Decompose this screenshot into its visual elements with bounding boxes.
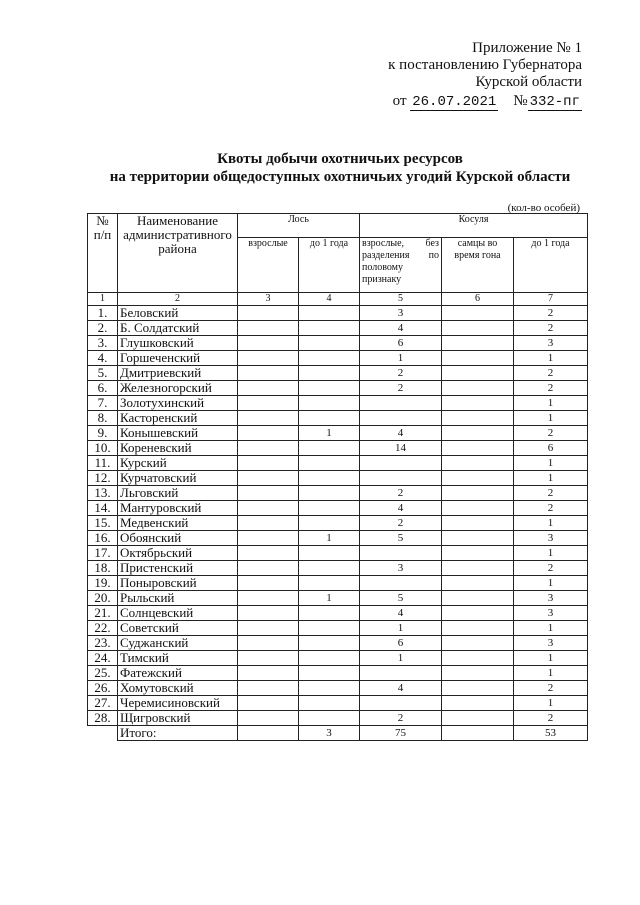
row-number: 5. <box>88 366 118 381</box>
district-name: Солнцевский <box>118 606 238 621</box>
elk-adult <box>238 426 299 441</box>
district-name: Б. Солдатский <box>118 321 238 336</box>
roe-males <box>442 546 514 561</box>
roe-adult: 5 <box>360 531 442 546</box>
roe-adult: 1 <box>360 621 442 636</box>
resolution-date: 26.07.2021 <box>412 94 497 110</box>
header-roe: Косуля <box>360 214 588 238</box>
table-row <box>88 636 588 651</box>
roe-adult <box>360 471 442 486</box>
roe-adult: 2 <box>360 711 442 726</box>
district-name: Конышевский <box>118 426 238 441</box>
total-label: Итого: <box>118 726 238 741</box>
roe-adult <box>360 696 442 711</box>
elk-young <box>299 636 360 651</box>
district-name: Дмитриевский <box>118 366 238 381</box>
roe-males <box>442 501 514 516</box>
roe-young: 2 <box>514 486 588 501</box>
row-number: 24. <box>88 651 118 666</box>
elk-adult <box>238 471 299 486</box>
table-row <box>88 696 588 711</box>
elk-young <box>299 366 360 381</box>
table-row <box>88 561 588 576</box>
roe-males <box>442 561 514 576</box>
district-name: Щигровский <box>118 711 238 726</box>
roe-young: 1 <box>514 621 588 636</box>
district-name: Пристенский <box>118 561 238 576</box>
table-row <box>88 621 588 636</box>
elk-adult <box>238 711 299 726</box>
roe-young: 1 <box>514 351 588 366</box>
roe-young: 1 <box>514 456 588 471</box>
elk-young <box>299 501 360 516</box>
elk-young <box>299 666 360 681</box>
elk-adult <box>238 651 299 666</box>
header-num: № п/п <box>88 214 118 293</box>
district-name: Октябрьский <box>118 546 238 561</box>
row-number: 7. <box>88 396 118 411</box>
table-row <box>88 411 588 426</box>
roe-adult: 14 <box>360 441 442 456</box>
district-name: Мантуровский <box>118 501 238 516</box>
total-roe-adult: 75 <box>360 726 442 741</box>
district-name: Фатежский <box>118 666 238 681</box>
district-name: Горшеченский <box>118 351 238 366</box>
roe-males <box>442 696 514 711</box>
roe-males <box>442 471 514 486</box>
elk-young <box>299 306 360 321</box>
elk-adult <box>238 681 299 696</box>
elk-adult <box>238 531 299 546</box>
elk-adult <box>238 576 299 591</box>
elk-adult <box>238 486 299 501</box>
row-number: 21. <box>88 606 118 621</box>
roe-young: 2 <box>514 501 588 516</box>
district-name: Советский <box>118 621 238 636</box>
table-row <box>88 306 588 321</box>
roe-adult: 1 <box>360 651 442 666</box>
table-row <box>88 441 588 456</box>
roe-adult: 3 <box>360 306 442 321</box>
column-number: 5 <box>360 293 442 306</box>
row-number: 25. <box>88 666 118 681</box>
header-elk-adult: взрослые <box>238 238 299 293</box>
roe-young: 3 <box>514 531 588 546</box>
appendix-region: Курской области <box>475 74 582 90</box>
roe-males <box>442 426 514 441</box>
table-row <box>88 351 588 366</box>
table-row <box>88 516 588 531</box>
roe-adult <box>360 666 442 681</box>
roe-males <box>442 531 514 546</box>
district-name: Тимский <box>118 651 238 666</box>
elk-adult <box>238 396 299 411</box>
row-number: 8. <box>88 411 118 426</box>
table-row <box>88 321 588 336</box>
total-empty-cell <box>88 726 118 741</box>
elk-young <box>299 621 360 636</box>
table-row <box>88 576 588 591</box>
roe-adult: 2 <box>360 516 442 531</box>
roe-males <box>442 351 514 366</box>
elk-adult <box>238 456 299 471</box>
elk-young <box>299 396 360 411</box>
roe-males <box>442 516 514 531</box>
row-number: 27. <box>88 696 118 711</box>
table-row <box>88 531 588 546</box>
district-name: Курчатовский <box>118 471 238 486</box>
table-row <box>88 396 588 411</box>
elk-young: 1 <box>299 591 360 606</box>
document-title <box>40 150 640 186</box>
table-row <box>88 591 588 606</box>
roe-males <box>442 366 514 381</box>
table-row <box>88 336 588 351</box>
table-row <box>88 366 588 381</box>
roe-young: 3 <box>514 636 588 651</box>
header-elk: Лось <box>238 214 360 238</box>
header-elk-young: до 1 года <box>299 238 360 293</box>
header-roe-males: самцы во время гона <box>442 238 514 293</box>
roe-males <box>442 576 514 591</box>
total-roe-young: 53 <box>514 726 588 741</box>
roe-young: 2 <box>514 366 588 381</box>
column-number: 6 <box>442 293 514 306</box>
column-number: 1 <box>88 293 118 306</box>
elk-young <box>299 696 360 711</box>
roe-adult <box>360 396 442 411</box>
table-row <box>88 666 588 681</box>
row-number: 1. <box>88 306 118 321</box>
roe-males <box>442 636 514 651</box>
appendix-signature-line <box>340 93 582 111</box>
row-number: 23. <box>88 636 118 651</box>
elk-adult <box>238 606 299 621</box>
elk-adult <box>238 621 299 636</box>
row-number: 9. <box>88 426 118 441</box>
row-number: 14. <box>88 501 118 516</box>
header-name: Наименование административного района <box>118 214 238 293</box>
roe-young: 2 <box>514 711 588 726</box>
unit-note: (кол-во особей) <box>507 202 580 214</box>
roe-young: 2 <box>514 381 588 396</box>
roe-young: 1 <box>514 696 588 711</box>
resolution-number: 332-пг <box>529 94 580 110</box>
column-number: 4 <box>299 293 360 306</box>
roe-young: 3 <box>514 336 588 351</box>
appendix-resolution: к постановлению Губернатора <box>388 57 582 73</box>
district-name: Поныровский <box>118 576 238 591</box>
roe-males <box>442 666 514 681</box>
roe-adult: 2 <box>360 366 442 381</box>
table-row <box>88 501 588 516</box>
roe-adult: 4 <box>360 321 442 336</box>
elk-young <box>299 441 360 456</box>
district-name: Курский <box>118 456 238 471</box>
row-number: 13. <box>88 486 118 501</box>
elk-adult <box>238 321 299 336</box>
elk-adult <box>238 591 299 606</box>
elk-young <box>299 516 360 531</box>
roe-males <box>442 711 514 726</box>
roe-males <box>442 306 514 321</box>
elk-young <box>299 546 360 561</box>
row-number: 10. <box>88 441 118 456</box>
roe-adult <box>360 456 442 471</box>
elk-adult <box>238 666 299 681</box>
row-number: 17. <box>88 546 118 561</box>
district-name: Касторенский <box>118 411 238 426</box>
roe-adult <box>360 546 442 561</box>
elk-adult <box>238 561 299 576</box>
header-roe-young: до 1 года <box>514 238 588 293</box>
elk-young <box>299 336 360 351</box>
roe-adult <box>360 576 442 591</box>
roe-young: 1 <box>514 651 588 666</box>
roe-young: 6 <box>514 441 588 456</box>
roe-young: 1 <box>514 516 588 531</box>
district-name: Черемисиновский <box>118 696 238 711</box>
roe-males <box>442 681 514 696</box>
header-roe-adult: взрослые, без разделения по половому признаку <box>360 238 442 293</box>
elk-young <box>299 576 360 591</box>
total-elk-adult <box>238 726 299 741</box>
elk-adult <box>238 441 299 456</box>
elk-adult <box>238 366 299 381</box>
roe-adult: 6 <box>360 336 442 351</box>
total-elk-young: 3 <box>299 726 360 741</box>
elk-young <box>299 411 360 426</box>
row-number: 4. <box>88 351 118 366</box>
row-number: 26. <box>88 681 118 696</box>
roe-young: 2 <box>514 681 588 696</box>
table-row <box>88 471 588 486</box>
date-prefix: от <box>392 93 407 109</box>
elk-adult <box>238 306 299 321</box>
district-name: Обоянский <box>118 531 238 546</box>
roe-adult <box>360 411 442 426</box>
elk-young <box>299 351 360 366</box>
roe-young: 2 <box>514 306 588 321</box>
district-name: Золотухинский <box>118 396 238 411</box>
number-prefix: № <box>513 93 528 109</box>
district-name: Медвенский <box>118 516 238 531</box>
row-number: 22. <box>88 621 118 636</box>
elk-young <box>299 381 360 396</box>
table-row <box>88 381 588 396</box>
roe-adult: 1 <box>360 351 442 366</box>
elk-young: 1 <box>299 531 360 546</box>
roe-adult: 3 <box>360 561 442 576</box>
quota-table <box>87 213 588 741</box>
elk-adult <box>238 381 299 396</box>
appendix-block <box>340 40 582 111</box>
district-name: Суджанский <box>118 636 238 651</box>
roe-young: 2 <box>514 561 588 576</box>
district-name: Хомутовский <box>118 681 238 696</box>
column-number-row <box>88 293 588 306</box>
roe-adult: 4 <box>360 501 442 516</box>
elk-adult <box>238 411 299 426</box>
column-number: 7 <box>514 293 588 306</box>
row-number: 15. <box>88 516 118 531</box>
elk-young <box>299 651 360 666</box>
elk-young <box>299 561 360 576</box>
district-name: Льговский <box>118 486 238 501</box>
roe-young: 1 <box>514 666 588 681</box>
roe-males <box>442 381 514 396</box>
elk-adult <box>238 636 299 651</box>
roe-males <box>442 411 514 426</box>
district-name: Кореневский <box>118 441 238 456</box>
roe-adult: 2 <box>360 486 442 501</box>
elk-young <box>299 456 360 471</box>
appendix-title: Приложение № 1 <box>472 40 582 56</box>
table-row <box>88 651 588 666</box>
roe-young: 1 <box>514 471 588 486</box>
elk-adult <box>238 336 299 351</box>
elk-young <box>299 606 360 621</box>
district-name: Беловский <box>118 306 238 321</box>
table-row <box>88 681 588 696</box>
row-number: 19. <box>88 576 118 591</box>
roe-young: 1 <box>514 546 588 561</box>
title-line-2: на территории общедоступных охотничьих угодий Курской области <box>109 169 571 185</box>
elk-young <box>299 471 360 486</box>
row-number: 2. <box>88 321 118 336</box>
roe-males <box>442 441 514 456</box>
row-number: 6. <box>88 381 118 396</box>
total-row <box>88 726 588 741</box>
roe-adult: 5 <box>360 591 442 606</box>
elk-young <box>299 486 360 501</box>
total-roe-males <box>442 726 514 741</box>
roe-males <box>442 321 514 336</box>
roe-young: 3 <box>514 591 588 606</box>
roe-young: 1 <box>514 576 588 591</box>
elk-young: 1 <box>299 426 360 441</box>
roe-young: 1 <box>514 396 588 411</box>
title-line-1: Квоты добычи охотничьих ресурсов <box>217 151 463 167</box>
roe-males <box>442 456 514 471</box>
table-row <box>88 486 588 501</box>
row-number: 16. <box>88 531 118 546</box>
row-number: 18. <box>88 561 118 576</box>
roe-males <box>442 486 514 501</box>
roe-males <box>442 396 514 411</box>
roe-adult: 4 <box>360 426 442 441</box>
roe-males <box>442 336 514 351</box>
row-number: 12. <box>88 471 118 486</box>
table-row <box>88 711 588 726</box>
district-name: Рыльский <box>118 591 238 606</box>
elk-adult <box>238 351 299 366</box>
roe-adult: 4 <box>360 606 442 621</box>
table-row <box>88 426 588 441</box>
roe-males <box>442 591 514 606</box>
roe-young: 3 <box>514 606 588 621</box>
roe-males <box>442 621 514 636</box>
elk-adult <box>238 501 299 516</box>
column-number: 3 <box>238 293 299 306</box>
roe-adult: 6 <box>360 636 442 651</box>
elk-young <box>299 321 360 336</box>
roe-males <box>442 651 514 666</box>
roe-adult: 4 <box>360 681 442 696</box>
elk-adult <box>238 546 299 561</box>
row-number: 20. <box>88 591 118 606</box>
roe-young: 2 <box>514 426 588 441</box>
district-name: Железногорский <box>118 381 238 396</box>
table-row <box>88 606 588 621</box>
column-number: 2 <box>118 293 238 306</box>
table-row <box>88 456 588 471</box>
table-row <box>88 546 588 561</box>
row-number: 11. <box>88 456 118 471</box>
roe-males <box>442 606 514 621</box>
roe-young: 2 <box>514 321 588 336</box>
elk-adult <box>238 696 299 711</box>
elk-adult <box>238 516 299 531</box>
elk-young <box>299 681 360 696</box>
roe-young: 1 <box>514 411 588 426</box>
district-name: Глушковский <box>118 336 238 351</box>
table-body <box>88 306 588 726</box>
roe-adult: 2 <box>360 381 442 396</box>
row-number: 3. <box>88 336 118 351</box>
elk-young <box>299 711 360 726</box>
row-number: 28. <box>88 711 118 726</box>
